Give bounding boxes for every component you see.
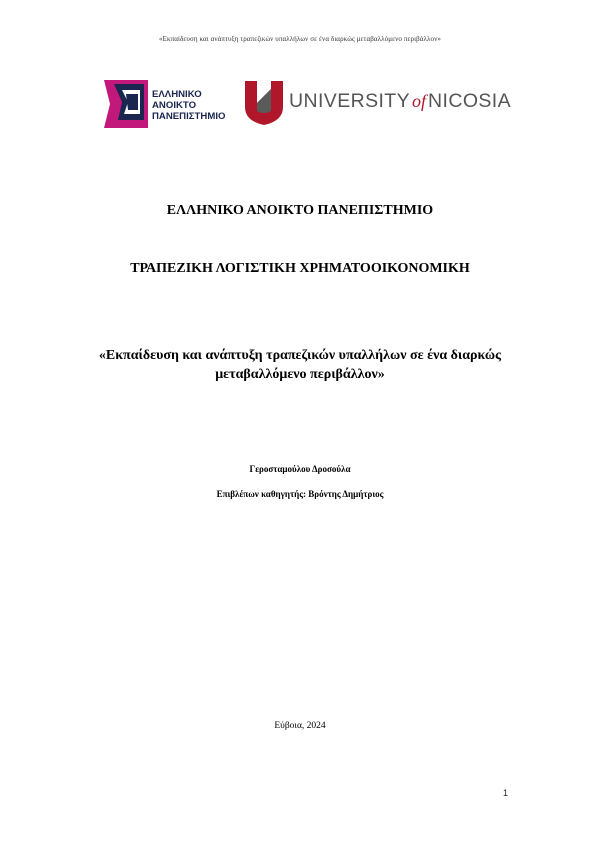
supervisor-line: Επιβλέπων καθηγητής: Βρόντης Δημήτριος — [216, 489, 384, 499]
hou-logo-text — [152, 89, 225, 122]
author-name: Γεροσταμούλου Δροσούλα — [249, 464, 351, 474]
university-of-nicosia-logo — [245, 81, 512, 126]
hou-logo-line-3: ΠΑΝΕΠΙΣΤΗΜΙΟ — [152, 111, 226, 122]
programme-name: ΤΡΑΠΕΖΙΚΗ ΛΟΓΙΣΤΙΚΗ ΧΡΗΜΑΤΟΟΙΚΟΝΟΜΙΚΗ — [130, 261, 470, 276]
running-header: «Εκπαίδευση και ανάπτυξη τραπεζικών υπαλλήλων σε ένα διαρκώς μεταβαλλόμενο περιβάλλον» — [158, 35, 441, 43]
hou-logo-line-2: ΑΝΟΙΚΤΟ — [152, 100, 197, 111]
thesis-title — [0, 346, 600, 384]
unic-word-university: UNIVERSITY — [289, 90, 411, 112]
hou-logo-mark-icon — [104, 80, 148, 128]
place-and-date: Εύβοια, 2024 — [274, 721, 326, 731]
hou-logo-line-1: ΕΛΛΗΝΙΚΟ — [152, 89, 202, 100]
hellenic-open-university-logo — [104, 80, 234, 128]
thesis-title-line-1: «Εκπαίδευση και ανάπτυξη τραπεζικών υπαλλήλων σε ένα διαρκώς — [98, 348, 502, 363]
unic-wordmark — [289, 90, 511, 113]
thesis-title-line-2: μεταβαλλόμενο περιβάλλον» — [215, 367, 385, 382]
unic-shield-icon — [245, 81, 283, 125]
unic-word-of: of — [412, 91, 427, 111]
university-name: ΕΛΛΗΝΙΚΟ ΑΝΟΙΚΤΟ ΠΑΝΕΠΙΣΤΗΜΙΟ — [166, 203, 434, 218]
unic-word-nicosia: NICOSIA — [428, 90, 512, 112]
page-number: 1 — [503, 788, 509, 798]
